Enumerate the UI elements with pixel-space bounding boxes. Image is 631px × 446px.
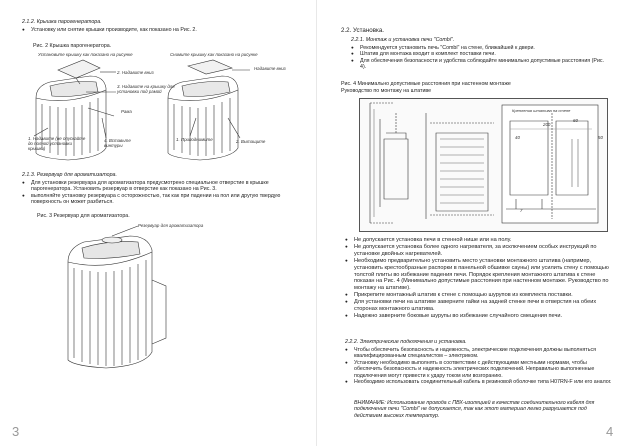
label-lift: 1. Приподнимите (176, 137, 213, 142)
mount-bullets (351, 45, 609, 71)
label-frame: Рама (121, 109, 132, 114)
label-right-press: Надавите вниз (254, 66, 286, 71)
list-item: ● Не допускается установка печи в стенной нише или на полу. (345, 237, 615, 244)
figure2-title: Рис. 2 Крышка парогенератора. (33, 43, 112, 49)
label-pull: 2. Вытащите (236, 139, 266, 144)
figure3-drawing (60, 220, 180, 370)
list-item: ● Необходимо использовать соединительный кабель в резиновой оболочке типа H07RN-F или его аналог. (345, 379, 615, 385)
list-item: ● Не допускается установка более одного нагревателя, за исключением особых инструкций по установке двойных нагревателей. (345, 244, 615, 258)
figure3-title: Рис. 3 Резервуар для ароматизатора. (37, 213, 130, 219)
figure4-title: Рис. 4 Минимально допустимые расстояния при настенном монтаже (341, 81, 511, 87)
dimension-label: 7 (520, 208, 523, 213)
warning-note: ВНИМАНИЕ: Использование провода с ПВХ-изоляцией в качестве соединительного кабеля для подключения печи "Combi" не допускается, так как этот материал легко разрушается под действием высоких температур. (354, 400, 595, 419)
figure4-subtitle: Руководство по монтажу на штативе (341, 88, 432, 94)
section-heading-install: 2.2. Установка. (341, 27, 385, 34)
figure4-small-caption: Крепления штатива на стене (512, 108, 571, 113)
list-item: ● Чтобы обеспечить безопасность и надежность, электрические подключения должны выполняться квалифицированным специалистом – электриком. (345, 347, 615, 360)
list-item: ● Установку необходимо выполнять в соответствии с действующими местными нормами, чтобы обеспечить безопасность и надежность электрических подключений. Неправильно выполненные подключения могут привести к удару током или возгоранию. (345, 360, 615, 379)
section-heading-aroma: 2.1.3. Резервуар для ароматизатора. (22, 172, 117, 178)
subsection-heading-electrical: 2.2.2. Электрические подключения и установка. (345, 339, 467, 345)
list-item: ● Для установки резервуара для ароматизатора предусмотрено специальное отверстие в крышке парогенератора. Установить резервуар в отверстие как показано на Рис. 3. (22, 180, 292, 193)
label-aroma-tank: Резервуар для ароматизатора (138, 223, 204, 228)
aroma-bullets (22, 180, 292, 206)
figure2-drawing (28, 58, 288, 168)
dimension-label: 200 (543, 122, 551, 127)
label-press-down: 2. Надавите вниз (117, 70, 154, 75)
lid-bullets (22, 27, 292, 33)
label-press: 1. Надавите (не опускайте до полной установки крышки) (28, 136, 86, 151)
subsection-heading-mount: 2.2.1. Монтаж и установка печи "Combi". (351, 37, 455, 43)
list-item: ● Для обеспечения безопасности и удобства соблюдайте минимально допустимые расстояния (Рис. 4). (351, 58, 609, 71)
list-item: ● Надежно заверните боковые шурупы во избежание случайного смещения печи. (345, 313, 615, 320)
page-number-right: 4 (606, 424, 614, 439)
figure2-caption-left: Установите крышку как показано на рисунке (38, 52, 133, 57)
install-rules-bullets (345, 237, 615, 320)
section-heading-lid: 2.1.2. Крышка парогенератора. (22, 19, 102, 25)
page-divider (316, 0, 317, 446)
list-item: ● Рекомендуется установить печь "Combi" на стене, ближайшей к двери. (351, 45, 609, 51)
list-item: ● Необходимо предварительно установить место установки монтажного штатива (например, установить крестообразные распорки в панельной обшивке сауны) или усилить стену с помощью толстой плиты во избежание падения печи. Порядок крепления монтажного штатива к стене показан на Рис. 4 (Минимально допустимые расстояния при настенном монтаже. Руководство по монтажу на штативе). (345, 258, 615, 293)
electrical-bullets (345, 347, 615, 385)
list-item: ● Штатив для монтажа входит в комплект поставки печи. (351, 51, 609, 57)
list-item: ● Прикрепите монтажный штатив к стене с помощью шурупов из комплекта поставки. (345, 292, 615, 299)
page-number-left: 3 (12, 424, 20, 439)
label-insert: 4. Вставьте винтуры (104, 138, 131, 148)
figure2-caption-right: Снимите крышку как показано на рисунке (170, 52, 258, 57)
list-item: ● Установку или снятие крышки производите, как показано на Рис. 2. (22, 27, 292, 33)
list-item: ● Для установки печи на штативе заверните гайки на задней стенке печи в отверстия на обеих сторонах монтажного штатива. (345, 299, 615, 313)
dimension-label: 50 (598, 135, 603, 140)
dimension-label: 40 (515, 135, 520, 140)
dimension-label: 60 (573, 118, 578, 123)
figure4-drawing (360, 99, 605, 229)
label-press-cover: 3. Надавите на крышку для установки под рамой (117, 84, 175, 94)
list-item: ● выполняйте установку резервуара с осторожностью, так как при падении на пол или другую твердую поверхность он может разбиться. (22, 193, 292, 206)
